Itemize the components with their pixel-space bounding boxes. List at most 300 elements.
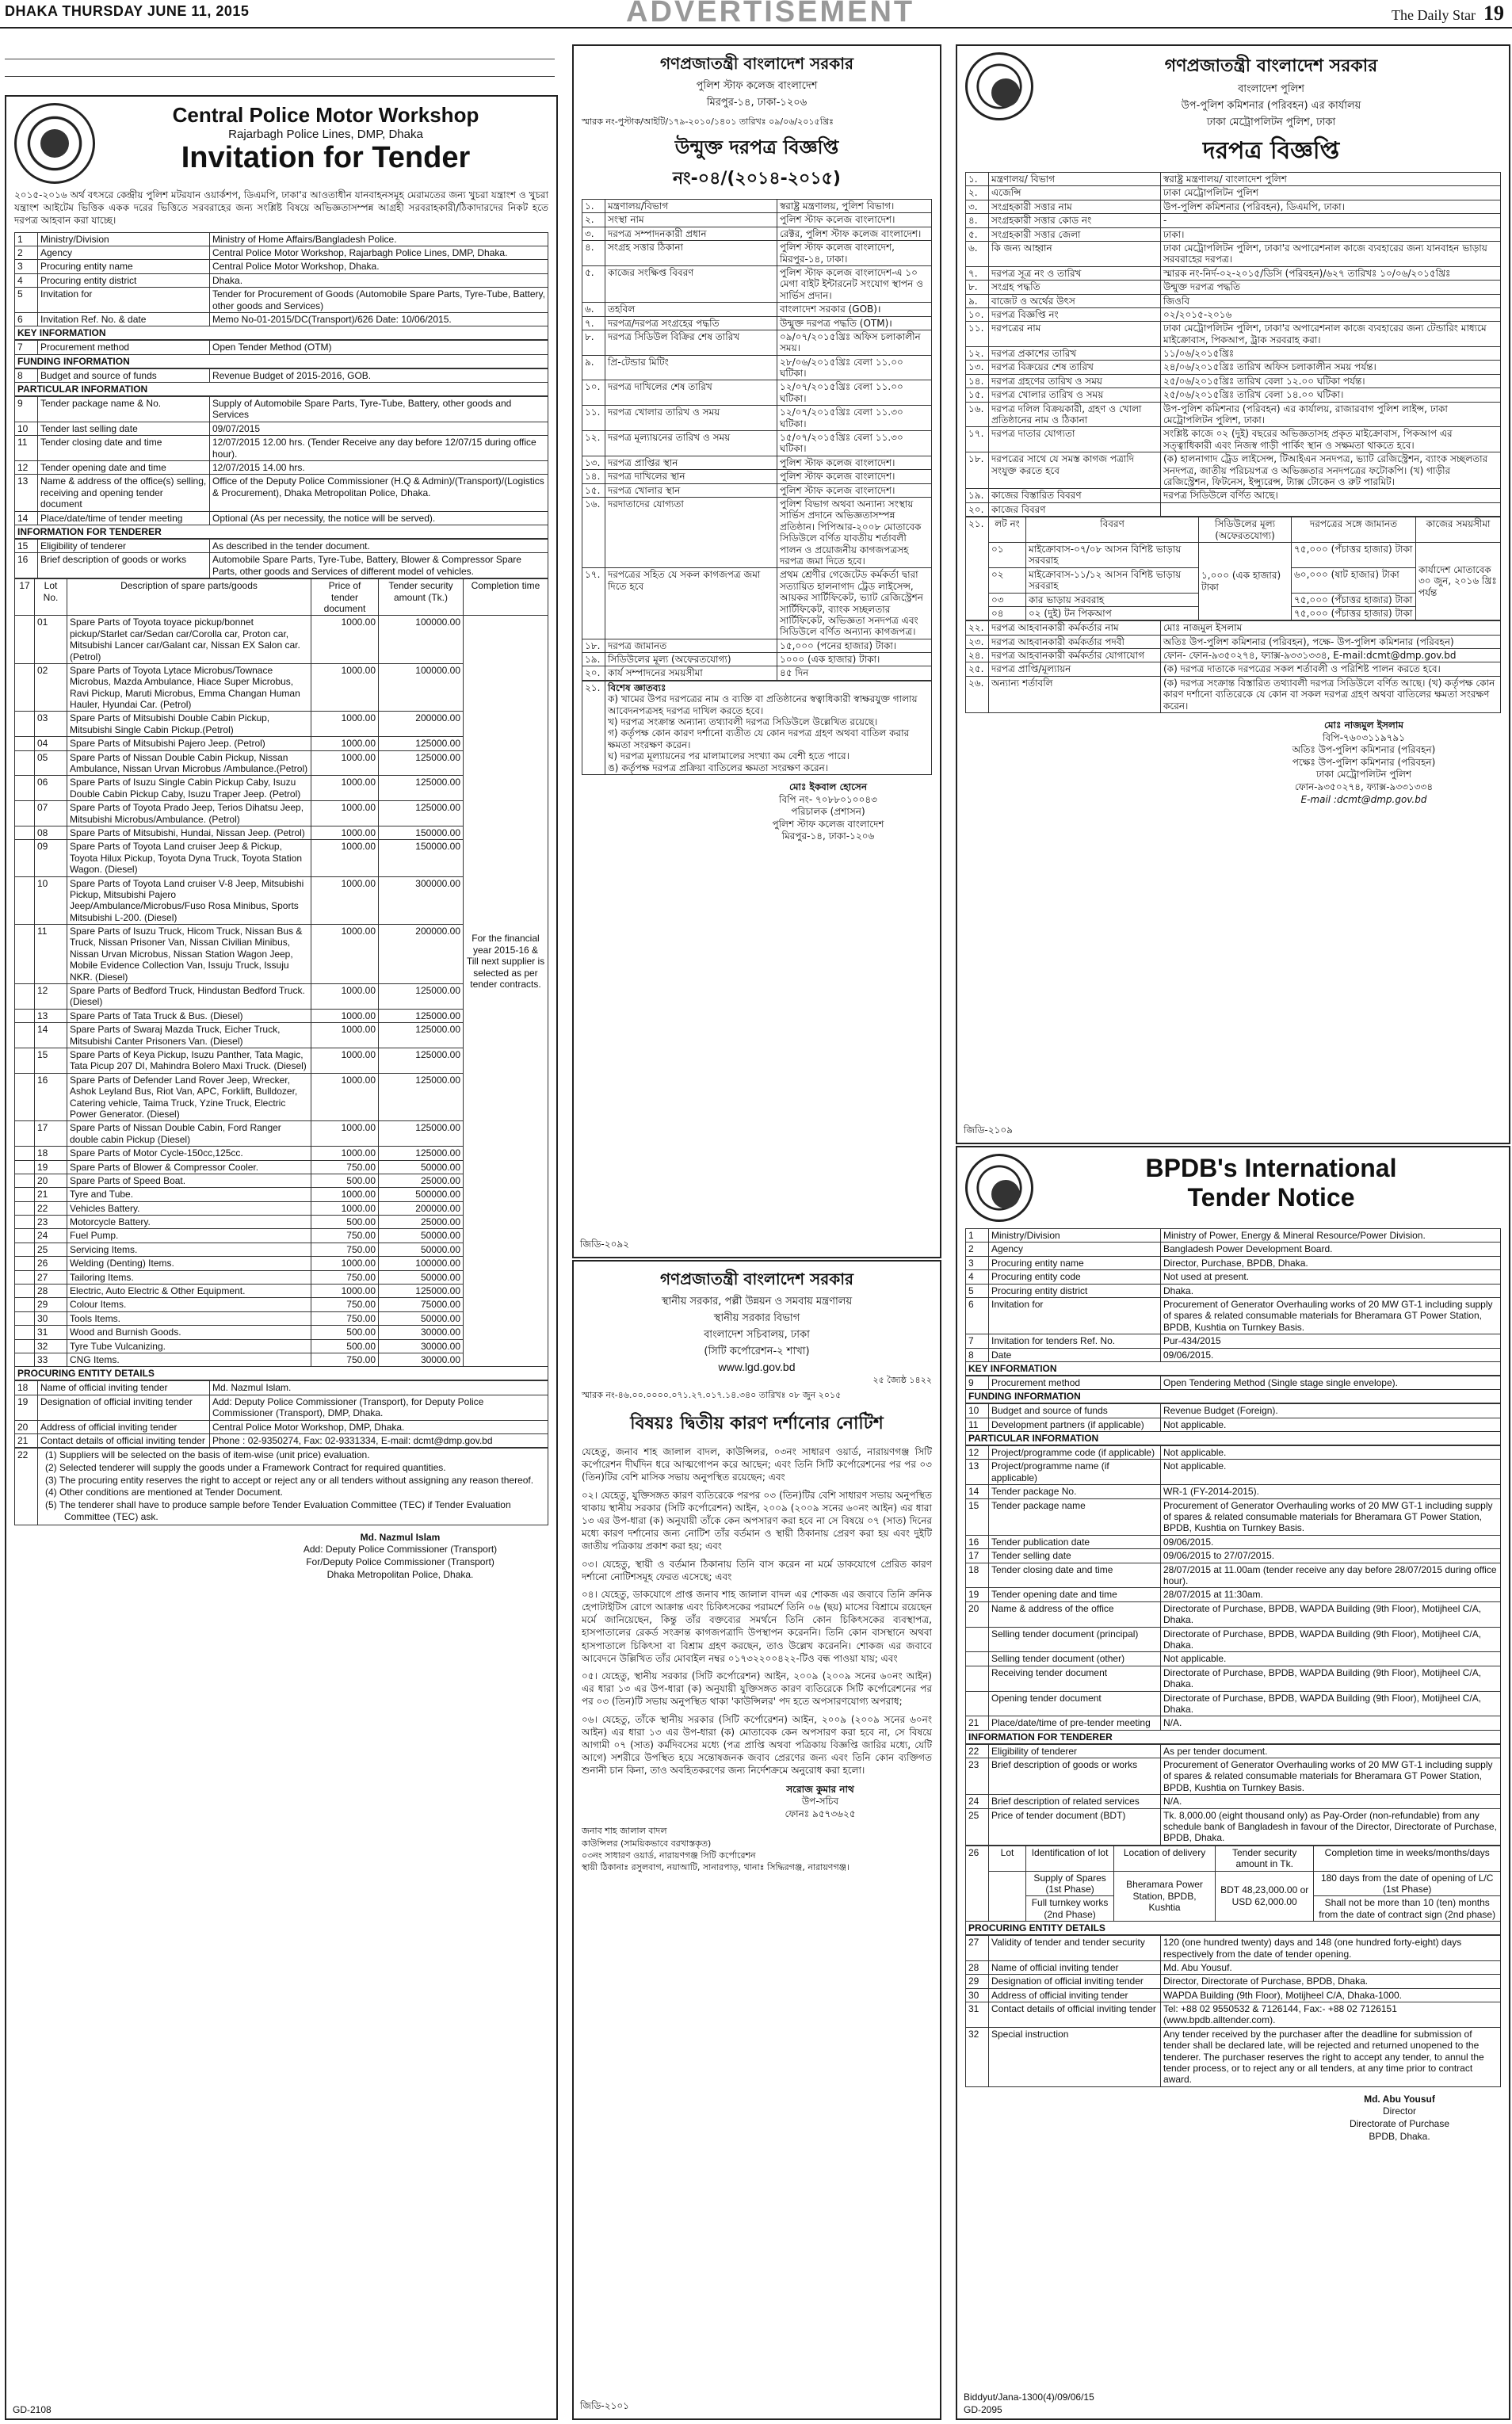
table-row (966, 1871, 1501, 1896)
row-number: ২১. (582, 681, 605, 774)
lot-number: 07 (35, 801, 67, 826)
lot-description: Spare Parts of Mitsubishi Double Cabin Pickup, Mitsubishi Single Cabin Pickup.(Petrol) (67, 712, 311, 737)
lot-spacer (15, 1174, 35, 1187)
row-value: Central Police Motor Workshop, Rajarbagh Police Lines, DMP, Dhaka. (210, 246, 548, 259)
condition-item: ঘ) দরপত্র মূল্যায়নের পর মালামালের সংখ্যা কম বেশী হতে পারে। (608, 750, 850, 762)
row-number: 31 (966, 2002, 989, 2028)
ad-code: GD-2108 (13, 2404, 52, 2415)
cpmw-signature (252, 1532, 548, 1581)
table-row (966, 1243, 1501, 1256)
row-label: এজেন্সি (989, 186, 1161, 200)
row-value: ঢাকা। (1161, 227, 1501, 241)
signatory-name: Md. Abu Yousuf (1364, 2093, 1435, 2105)
table-row (15, 1381, 548, 1395)
row-value: মোঃ নাজমুল ইসলাম (1161, 621, 1501, 635)
row-number: ১৪. (966, 374, 989, 387)
row-number: 19 (15, 1395, 38, 1420)
row-number: ২৬. (966, 676, 989, 712)
lot-price: 750.00 (311, 1311, 379, 1325)
row-number: ২৫. (966, 662, 989, 676)
row-label: দরপত্র আহবানকারী কর্মকর্তার নাম (989, 621, 1161, 635)
row-value: Open Tender Method (OTM) (210, 341, 548, 354)
row-label: দরদাতাদের যোগ্যতা (605, 497, 777, 567)
division-line: স্থানীয় সরকার বিভাগ (713, 1312, 800, 1324)
lot-price: 500.00 (311, 1339, 379, 1353)
lot-description: Tyre and Tube. (67, 1188, 311, 1201)
cpmw-tenderer-table (14, 539, 548, 578)
table-row (15, 288, 548, 313)
lot-description: Spare Parts of Toyota toyace pickup/bonnet pickup/Starlet car/Sedan car/Corolla car, Proton car, Mitsubishi Lancer car/Galant car, Nissan EX Salon car. (Petrol) (67, 616, 311, 664)
row-value: Directorate of Purchase, BPDB, WAPDA Building (9th Floor), Motijheel C/A, Dhaka. (1161, 1601, 1501, 1627)
row-label: Place/date/time of tender meeting (38, 511, 210, 525)
row-label: Selling tender document (principal) (989, 1627, 1161, 1652)
table-row (966, 1535, 1501, 1548)
row-number: ১. (582, 200, 605, 213)
signatory-line: For/Deputy Police Commissioner (Transport) (306, 1556, 494, 1568)
bpdb-fund-table (965, 1403, 1501, 1432)
table-row (582, 456, 932, 469)
row-label: Invitation for (989, 1297, 1161, 1334)
row-label: Selling tender document (other) (989, 1652, 1161, 1666)
table-row (966, 649, 1501, 662)
row-value: জিওবি (1161, 294, 1501, 307)
row-label: Contact details of official inviting tender (38, 1433, 210, 1447)
note-item: (5) The tenderer shall have to produce sample before Tender Evaluation Committee (TEC) if Tender Evaluation Committee (TEC) ask. (45, 1498, 511, 1523)
lot-description: CNG Items. (67, 1353, 311, 1366)
table-row (966, 452, 1501, 489)
lot-spacer (15, 1311, 35, 1325)
table-row (966, 1758, 1501, 1795)
lot-security: 125000.00 (379, 1121, 464, 1147)
lot-spacer (15, 712, 35, 737)
table-row (966, 1549, 1501, 1563)
lot-spacer (15, 1229, 35, 1243)
lot-security: 300000.00 (379, 876, 464, 925)
row-number: ২০. (966, 502, 989, 516)
lot-price: 1000.00 (311, 1147, 379, 1160)
lot-price: 1000.00 (311, 1073, 379, 1121)
table-row (15, 1433, 548, 1447)
condition-item: গ) কর্তৃপক্ষ কোন কারণ দর্শানো ব্যতীত যে কোন দরপত্র গ্রহণ অথবা বাতিল করার ক্ষমতা সংরক্ষণ করেন। (608, 727, 910, 750)
edition-dateline: DHAKA THURSDAY JUNE 11, 2015 (5, 3, 250, 19)
lot-price: 1000.00 (311, 876, 379, 925)
lot-security: 125000.00 (379, 1048, 464, 1074)
table-row (966, 1795, 1501, 1808)
row-number: ৪. (582, 241, 605, 266)
lot-description: Spare Parts of Mitsubishi Pajero Jeep. (Petrol) (67, 737, 311, 750)
cpmw-notes-table (14, 1448, 548, 1525)
org-line: উপ-পুলিশ কমিশনার (পরিবহন) এর কার্যালয় (1181, 100, 1361, 112)
row-value: স্বরাষ্ট্র মন্ত্রণালয়/ বাংলাদেশ পুলিশ (1161, 173, 1501, 186)
lot-number: 08 (35, 826, 67, 839)
gov-title: গণপ্রজাতন্ত্রী বাংলাদেশ সরকার (660, 1269, 853, 1288)
row-number: 8 (15, 368, 38, 382)
notice-number: নং-০৪/(২০১৪-২০১৫) (673, 169, 841, 189)
divider (5, 76, 555, 77)
bpdb-subtitle: Tender Notice (1187, 1183, 1355, 1212)
row-label: দরপত্র খোলার তারিখ ও সময় (605, 406, 777, 431)
row-number: ১৬. (582, 497, 605, 567)
lot-number: 17 (35, 1121, 67, 1147)
row-number: ২৩. (966, 635, 989, 648)
table-row (966, 214, 1501, 227)
row-value: পুলিশ স্টাফ কলেজ বাংলাদেশ। (777, 456, 932, 469)
section-heading: KEY INFORMATION (965, 1362, 1501, 1376)
table-row (966, 1563, 1501, 1588)
lot-description: Tailoring Items. (67, 1270, 311, 1284)
row-number: ১৯. (582, 653, 605, 666)
row-value: ০২/২০১৫-২০১৬ (1161, 307, 1501, 321)
col-lot: Lot (989, 1846, 1026, 1871)
table-row (966, 1666, 1501, 1691)
table-row (15, 422, 548, 435)
lot-number: ০২ (989, 567, 1026, 593)
website-link[interactable]: www.lgd.gov.bd (718, 1361, 796, 1373)
row-label: Brief description of related services (989, 1795, 1161, 1808)
row-value: পুলিশ স্টাফ কলেজ বাংলাদেশ। (777, 483, 932, 497)
notice-paragraph: ০২। যেহেতু, যুক্তিসঙ্গত কারণ ব্যতিরেকে পরপর ০৩ (তিন)টির বেশি সাধারণ সভায় অনুপস্থিত থাকায় স্থানীয় সরকার (সিটি কর্পোরেশন) আইন, ২০০৯ (২০০৯ সনের ৬০নং আইন) এর ধারা ১৩ এর উপ-ধারা (ক) অনুযায়ী তাঁকে কেন অপসারণ করা হবে না সে বিষয়ে ০৭ (সাত) দিনের মধ্যে কারণ দর্শানোর জন্য নোটিশ তাঁর বর্তমান ও স্থায়ী ঠিকানায় প্রেরণ করা হয় এবং দুইটি জাতীয় পত্রিকায় প্রকাশ করা হয়; এবং (582, 1489, 932, 1552)
lot-spacer (15, 1201, 35, 1215)
lot-security: 125000.00 (379, 801, 464, 826)
lot-price: 1000.00 (311, 712, 379, 737)
row-value: Automobile Spare Parts, Tyre-Tube, Battery, Blower & Compressor Spare Parts, other goods and Services of different model of vehicles. (210, 553, 548, 578)
row-value: Optional (As per necessity, the notice will be served). (210, 511, 548, 525)
row-value: ১২/০৭/২০১৫খ্রিঃ বেলা ১১.৩০ ঘটিকা। (777, 406, 932, 431)
row-number: 10 (15, 422, 38, 435)
signatory-line: ফোনঃ ৯৫৭৩৬২৫ (785, 1808, 856, 1819)
lot-description: Spare Parts of Swaraj Mazda Truck, Eicher Truck, Mitsubishi Canter Prisoners Van. (Diesel) (67, 1023, 311, 1048)
row-value: Directorate of Purchase, BPDB, WAPDA Building (9th Floor), Motijheel C/A, Dhaka. (1161, 1691, 1501, 1716)
lot-number: 28 (35, 1285, 67, 1298)
lot-number: 31 (35, 1326, 67, 1339)
dmp-lots-table (965, 517, 1501, 620)
lot-description: Wood and Burnish Goods. (67, 1326, 311, 1339)
table-row (966, 1485, 1501, 1498)
recipient-line: স্থায়ী ঠিকানাঃ রসুলবাগ, নয়াআটি, সানারপাড়, থানাঃ সিদ্ধিরগঞ্জ, নারায়ণগঞ্জ। (582, 1862, 850, 1873)
row-value: ৪৫ দিন (777, 666, 932, 680)
row-value: Tel: +88 02 9550532 & 7126144, Fax:- +88 02 7126151 (www.bpdb.alltender.com). (1161, 2002, 1501, 2028)
condition-item: ঙ) কর্তৃপক্ষ দরপত্র প্রক্রিয়া বাতিলের ক্ষমতা সংরক্ষণ করেন। (608, 762, 829, 773)
row-number: ১৫. (582, 483, 605, 497)
lgd-signature (708, 1784, 932, 1821)
lot-description: Spare Parts of Isuzu Single Cabin Pickup Caby, Isuzu Double Cabin Pickup Caby, Isuzu Traper Jeep. (Petrol) (67, 776, 311, 801)
row-number: ১৮. (582, 639, 605, 652)
lot-price: 1000.00 (311, 1009, 379, 1022)
table-row (966, 186, 1501, 200)
row-label: দরপত্র প্রাপ্তি/মূল্যায়ন (989, 662, 1161, 676)
lot-security: 125000.00 (379, 984, 464, 1010)
row-label: Procuring entity district (989, 1284, 1161, 1297)
table-row (582, 666, 932, 680)
row-number: 14 (966, 1485, 989, 1498)
lot-time: কার্যাদেশ মোতাবেক ৩০ জুন, ২০১৬ খ্রিঃ পর্যন্ত (1416, 542, 1501, 620)
row-label: দরপত্র বিক্রয়ের শেষ তারিখ (989, 361, 1161, 374)
row-label: কি জন্য আহ্বান (989, 241, 1161, 266)
note-item: (3) The procuring entity reserves the right to accept or reject any or all tenders without assigning any reason thereof. (45, 1474, 534, 1486)
row-value: রেক্টর, পুলিশ স্টাফ কলেজ বাংলাদেশ। (777, 227, 932, 240)
cpmw-particular-table (14, 396, 548, 525)
lot-description: Spare Parts of Defender Land Rover Jeep, Wrecker, Ashok Leyland Bus, Riot Van, APC, Forklift, Bulldozer, Catering vehicle, Taima Truck, Yzine Truck, Electric Power Generator. (Diesel) (67, 1073, 311, 1121)
table-row (966, 388, 1501, 402)
table-row (966, 361, 1501, 374)
row-number: 2 (15, 246, 38, 259)
dmp-official-table (965, 620, 1501, 713)
table-row (966, 294, 1501, 307)
table-row (966, 1716, 1501, 1730)
notice-body (582, 1445, 932, 1777)
lot-spacer (15, 1257, 35, 1270)
lot-description: Fuel Pump. (67, 1229, 311, 1243)
lot-spacer (15, 1188, 35, 1201)
lot-number: 12 (35, 984, 67, 1010)
col-security: Tender security amount in Tk. (1215, 1846, 1313, 1871)
row-number: 5 (966, 1284, 989, 1297)
lot-price: 1000.00 (311, 663, 379, 712)
lot-number: 03 (35, 712, 67, 737)
row-label: Procuring entity district (38, 273, 210, 287)
row-label: Tender closing date and time (38, 436, 210, 461)
cpmw-intro: ২০১৫-২০১৬ অর্থ বৎসরে কেন্দ্রীয় পুলিশ মটরযান ওয়ার্কশপ, ডিএমপি, ঢাকা'র আওতাধীন যানবাহনসমূহ মেরামতের জন্য খুচরা যন্ত্রাংশ ও খুচরা যন্ত্রাংশ আইটেম ভিত্তিক একক দরের ভিত্তিতে সরবরাহের জন্য সংশ্লিষ্ট বিষয়ে অভিজ্ঞতাসম্পন্ন আগ্রহী সরবরাহকারী/ঠিকাদারদের নিকট হতে দরপত্র আহবান করা যাচ্ছে। (14, 189, 548, 227)
row-label: কার্য সম্পাদনের সময়সীমা (605, 666, 777, 680)
lot-security: 200000.00 (379, 925, 464, 984)
lot-price: 1000.00 (311, 776, 379, 801)
row-value: ১১/০৬/২০১৫খ্রিঃ (1161, 347, 1501, 361)
table-row (15, 461, 548, 475)
ad-code: জিডি-২০৯২ (580, 1239, 629, 1250)
row-value: Phone : 02-9350274, Fax: 02-9331334, E-mail: dcmt@dmp.gov.bd (210, 1433, 548, 1447)
condition-item: ক) খামের উপর দরপত্রের নাম ও ব্যক্তি বা প্রতিষ্ঠানের স্বত্বাধিকারী স্বাক্ষরযুক্ত গালায় আবেদনপত্রসহ দরপত্র দাখিল করতে হবে। (608, 693, 918, 716)
table-row (15, 260, 548, 273)
row-number: 8 (966, 1348, 989, 1361)
conditions-title: বিশেষ জ্ঞাতব্যঃ (608, 681, 666, 693)
row-number: 5 (15, 288, 38, 313)
row-value: N/A. (1161, 1795, 1501, 1808)
row-label: সিডিউলের মূল্য (অফেরতযোগ্য) (605, 653, 777, 666)
row-label: সংগ্রহকারী সত্তার নাম (989, 200, 1161, 213)
row-number: ১৭. (966, 427, 989, 452)
lot-security: ৭৫,০০০ (পঁচাত্তর হাজার) টাকা (1292, 606, 1416, 620)
table-row (966, 1498, 1501, 1535)
lot-spacer (15, 1147, 35, 1160)
row-label: প্রি-টেন্ডার মিটিং (605, 355, 777, 380)
lot-number: 29 (35, 1298, 67, 1311)
lot-number: 32 (35, 1339, 67, 1353)
col-lot: লট নং (989, 517, 1026, 543)
signatory-line: Add: Deputy Police Commissioner (Transport) (303, 1544, 498, 1556)
row-value: পুলিশ বিভাগ অথবা অন্যান্য সংস্থায় সার্ভিস প্রদানে অভিজ্ঞতাসম্পন্ন প্রতিষ্ঠান। পিপিআর-২০০৮ মোতাবেক সিডিউলে বর্ণিত যাবতীয় শর্তাবলী পালন ও প্রয়োজনীয় কাগজপত্রসহ দরপত্র জমা দিতে হবে। (777, 497, 932, 567)
lot-spacer (15, 801, 35, 826)
row-label: Procurement method (989, 1376, 1161, 1389)
lot-spacer (15, 1339, 35, 1353)
row-label: Procuring entity code (989, 1270, 1161, 1284)
lot-security: 125000.00 (379, 1285, 464, 1298)
row-number: 7 (966, 1334, 989, 1348)
row-value: Directorate of Purchase, BPDB, WAPDA Building (9th Floor), Motijheel C/A, Dhaka. (1161, 1627, 1501, 1652)
row-label: Designation of official inviting tender (989, 1975, 1161, 1988)
row-label: Agency (38, 246, 210, 259)
row-number: ১২. (966, 347, 989, 361)
address-line: বাংলাদেশ সচিবালয়, ঢাকা (704, 1329, 810, 1341)
row-number: 12 (966, 1446, 989, 1460)
row-label: Budget and source of funds (989, 1404, 1161, 1418)
lot-number: 13 (35, 1009, 67, 1022)
row-number: 9 (966, 1376, 989, 1389)
table-row (582, 241, 932, 266)
table-row (582, 406, 932, 431)
row-number: ১০. (966, 307, 989, 321)
table-row (966, 227, 1501, 241)
bpdb-tenderer-table (965, 1744, 1501, 1846)
row-value: Dhaka. (210, 273, 548, 287)
row-value: Tk. 8,000.00 (eight thousand only) as Pay-Order (non-refundable) from any schedule bank of Bangladesh in favour of the Director, Directorate of Purchase, BPDB, Dhaka. (1161, 1808, 1501, 1845)
row-value: 09/07/2015 (210, 422, 548, 435)
row-label: দরপত্রের নাম (989, 322, 1161, 347)
page-header (0, 0, 1512, 29)
table-row (15, 511, 548, 525)
lot-number: ০১ (989, 542, 1026, 567)
row-number: ১২. (582, 431, 605, 456)
lot-security: 500000.00 (379, 1188, 464, 1201)
bpdb-tender-ad (956, 1146, 1510, 2420)
row-label: দরপত্র গ্রহণের তারিখ ও সময় (989, 374, 1161, 387)
lot-description: Motorcycle Battery. (67, 1216, 311, 1229)
table-row (966, 1936, 1501, 1961)
row-number: ১৪. (582, 470, 605, 483)
cpmw-tender-ad (5, 95, 558, 2420)
row-value: Procurement of Generator Overhauling works of 20 MW GT-1 including supply of spares & related consumable materials for Bheramara GT Power Station, BPDB, Kushtia on Turnkey Basis. (1161, 1297, 1501, 1334)
col-time: কাজের সময়সীমা (1416, 517, 1501, 543)
row-number: ১৭. (582, 568, 605, 639)
lot-price: 750.00 (311, 1353, 379, 1366)
lot-security: 100000.00 (379, 1257, 464, 1270)
row-label: Procuring entity name (989, 1256, 1161, 1269)
row-value: দরপত্র সিডিউলে বর্ণিত আছে। (1161, 489, 1501, 502)
row-label: দরপত্র দাতার যোগ্যতা (989, 427, 1161, 452)
lot-number: 14 (35, 1023, 67, 1048)
signatory-line: অতিঃ উপ-পুলিশ কমিশনার (পরিবহন) (1292, 744, 1436, 756)
table-row (582, 213, 932, 227)
row-value: Procurement of Generator Overhauling works of 20 MW GT-1 including supply of spares & related consumable materials for Bheramara GT Power Station, BPDB, Kushtia on Turnkey Basis. (1161, 1758, 1501, 1795)
lot-description: Electric, Auto Electric & Other Equipment. (67, 1285, 311, 1298)
row-label: Date (989, 1348, 1161, 1361)
row-label: দরপত্র আহবানকারী কর্মকর্তার যোগাযোগ (989, 649, 1161, 662)
lot-description: Spare Parts of Toyota Lytace Microbus/Townace Microbus, Mazda Ambulance, Hiace Super Microbus, Ravi Pickup, Maruti Microbus, Emma Changan Human Hauler, Hyundai Car. (Petrol) (67, 663, 311, 712)
notice-title: বিষয়ঃ দ্বিতীয় কারণ দর্শানোর নোটিশ (630, 1414, 884, 1433)
dmp-tender-ad (956, 44, 1510, 1144)
table-row (582, 265, 932, 302)
lot-description: Welding (Denting) Items. (67, 1257, 311, 1270)
paper-masthead (1392, 2, 1504, 25)
org-name: পুলিশ স্টাফ কলেজ বাংলাদেশ (696, 80, 818, 92)
lot-price: 1000.00 (311, 801, 379, 826)
row-label: অন্যান্য শর্তাবলি (989, 676, 1161, 712)
table-row (966, 1446, 1501, 1460)
row-value: ১০০০ (এক হাজার) টাকা। (777, 653, 932, 666)
row-number (966, 1691, 989, 1716)
row-label: Invitation for tenders Ref. No. (989, 1334, 1161, 1348)
lot-description: Colour Items. (67, 1298, 311, 1311)
table-row (966, 427, 1501, 452)
row-number: ৯. (582, 355, 605, 380)
note-item: (2) Selected tenderer will supply the goods under a Framework Contract for required quantities. (45, 1461, 446, 1473)
row-value: Director, Purchase, BPDB, Dhaka. (1161, 1256, 1501, 1269)
lot-number: 04 (35, 737, 67, 750)
row-value: Central Police Motor Workshop, Dhaka. (210, 260, 548, 273)
row-value: 12/07/2015 14.00 hrs. (210, 461, 548, 475)
row-label: Eligibility of tenderer (38, 539, 210, 552)
row-number: 10 (966, 1404, 989, 1418)
row-value: Not applicable. (1161, 1460, 1501, 1485)
psc-conditions-table (582, 681, 932, 775)
row-label: দরপত্র জামানত (605, 639, 777, 652)
row-label: দরপত্র সিডিউল বিক্রির শেষ তারিখ (605, 330, 777, 355)
lot-number: 16 (35, 1073, 67, 1121)
table-row (966, 502, 1501, 516)
row-label: Procuring entity name (38, 260, 210, 273)
lot-number: 25 (35, 1243, 67, 1256)
row-value: Dhaka. (1161, 1284, 1501, 1297)
table-row (966, 1460, 1501, 1485)
row-number: 24 (966, 1795, 989, 1808)
row-label: Address of official inviting tender (38, 1420, 210, 1433)
row-label: দরপত্র প্রাপ্তির স্থান (605, 456, 777, 469)
lot-security: 30000.00 (379, 1326, 464, 1339)
lot-spacer (15, 1270, 35, 1284)
lot-identification: Full turnkey works (2nd Phase) (1026, 1896, 1114, 1922)
cpmw-header (14, 103, 548, 184)
row-number: 13 (15, 475, 38, 511)
page-number: 19 (1483, 2, 1504, 25)
row-label: দরপত্র মূল্যায়নের তারিখ ও সময় (605, 431, 777, 456)
lot-identification: Supply of Spares (1st Phase) (1026, 1871, 1114, 1896)
row-label: Eligibility of tenderer (989, 1744, 1161, 1758)
row-label: Tender opening date and time (989, 1588, 1161, 1601)
lot-spacer (15, 1009, 35, 1022)
row-value: 12/07/2015 12.00 hrs. (Tender Receive any day before 12/07/15 during office hour). (210, 436, 548, 461)
lot-spacer (15, 663, 35, 712)
lot-number: 15 (35, 1048, 67, 1074)
row-number: 26 (966, 1846, 989, 1921)
row-value: Not applicable. (1161, 1418, 1501, 1431)
row-label: কাজের বিস্তারিত বিবরণ (989, 489, 1161, 502)
row-label: Brief description of goods or works (38, 553, 210, 578)
row-number: 32 (966, 2027, 989, 2086)
row-number: ১. (966, 173, 989, 186)
table-row (966, 621, 1501, 635)
row-value: 09/06/2015 to 27/07/2015. (1161, 1549, 1501, 1563)
row-number: ৪. (966, 214, 989, 227)
table-row (966, 1270, 1501, 1284)
lot-price: 1000.00 (311, 737, 379, 750)
lot-description: কার ভাড়ায় সরবরাহ (1026, 593, 1199, 606)
row-value: 09/06/2015. (1161, 1535, 1501, 1548)
bpdb-logo-icon (965, 1154, 1033, 1222)
lot-spacer (15, 1298, 35, 1311)
row-number: 22 (15, 1449, 38, 1525)
table-row (582, 316, 932, 330)
lot-price: 500.00 (311, 1216, 379, 1229)
lot-price: 1000.00 (311, 1188, 379, 1201)
table-row (966, 1284, 1501, 1297)
row-value: Revenue Budget (Foreign). (1161, 1404, 1501, 1418)
notice-title: দরপত্র বিজ্ঞপ্তি (1202, 137, 1340, 165)
row-value: Md. Abu Yousuf. (1161, 1960, 1501, 1974)
notice-paragraph: ০৬। যেহেতু, তাঁকে স্থানীয় সরকার (সিটি কর্পোরেশন) আইন, ২০০৯ (২০০৯ সনের ৬০নং আইন) এর ধারা ১৩ এর উপ-ধারা (ক) মোতাবেক কেন অপসারণ করা হবে না, সে বিষয়ে আগামী ০৭ (সাত) কর্মদিবসের মধ্যে (পত্র প্রাপ্তি অথবা পত্রিকায় বিজ্ঞপ্তি জারির মধ্যে, যেটি আগে) সশরীরে উপস্থিত হয়ে সন্তোষজনক জবাব প্রেরণের জন্য এবং তিনি কোন ব্যক্তিগত শুনানী চান কিনা, তাও অবহিতকরণের জন্য নির্দেশক্রমে অনুরোধ করা হলো। (582, 1713, 932, 1777)
notice-paragraph: যেহেতু, জনাব শাহ জালাল বাদল, কাউন্সিলর, ০৩নং সাধারণ ওয়ার্ড, নারায়ণগঞ্জ সিটি কর্পোরেশন দীর্ঘদিন ধরে আত্মগোপন করে আছেন; এবং তিনি সিটি কর্পোরেশনের পর পর ০৩ (তিন)টির বেশি মাসিক সভায় অনুপস্থিত রয়েছেন; এবং (582, 1446, 932, 1483)
lot-spacer (15, 1243, 35, 1256)
row-value: স্মারক নং-নির্দ-০২-২০১৫/ডিসি (পরিবহন)/৬২৭ তারিখঃ ১০/০৬/২০১৫খ্রিঃ (1161, 266, 1501, 280)
bpdb-procuring-table (965, 1935, 1501, 2087)
